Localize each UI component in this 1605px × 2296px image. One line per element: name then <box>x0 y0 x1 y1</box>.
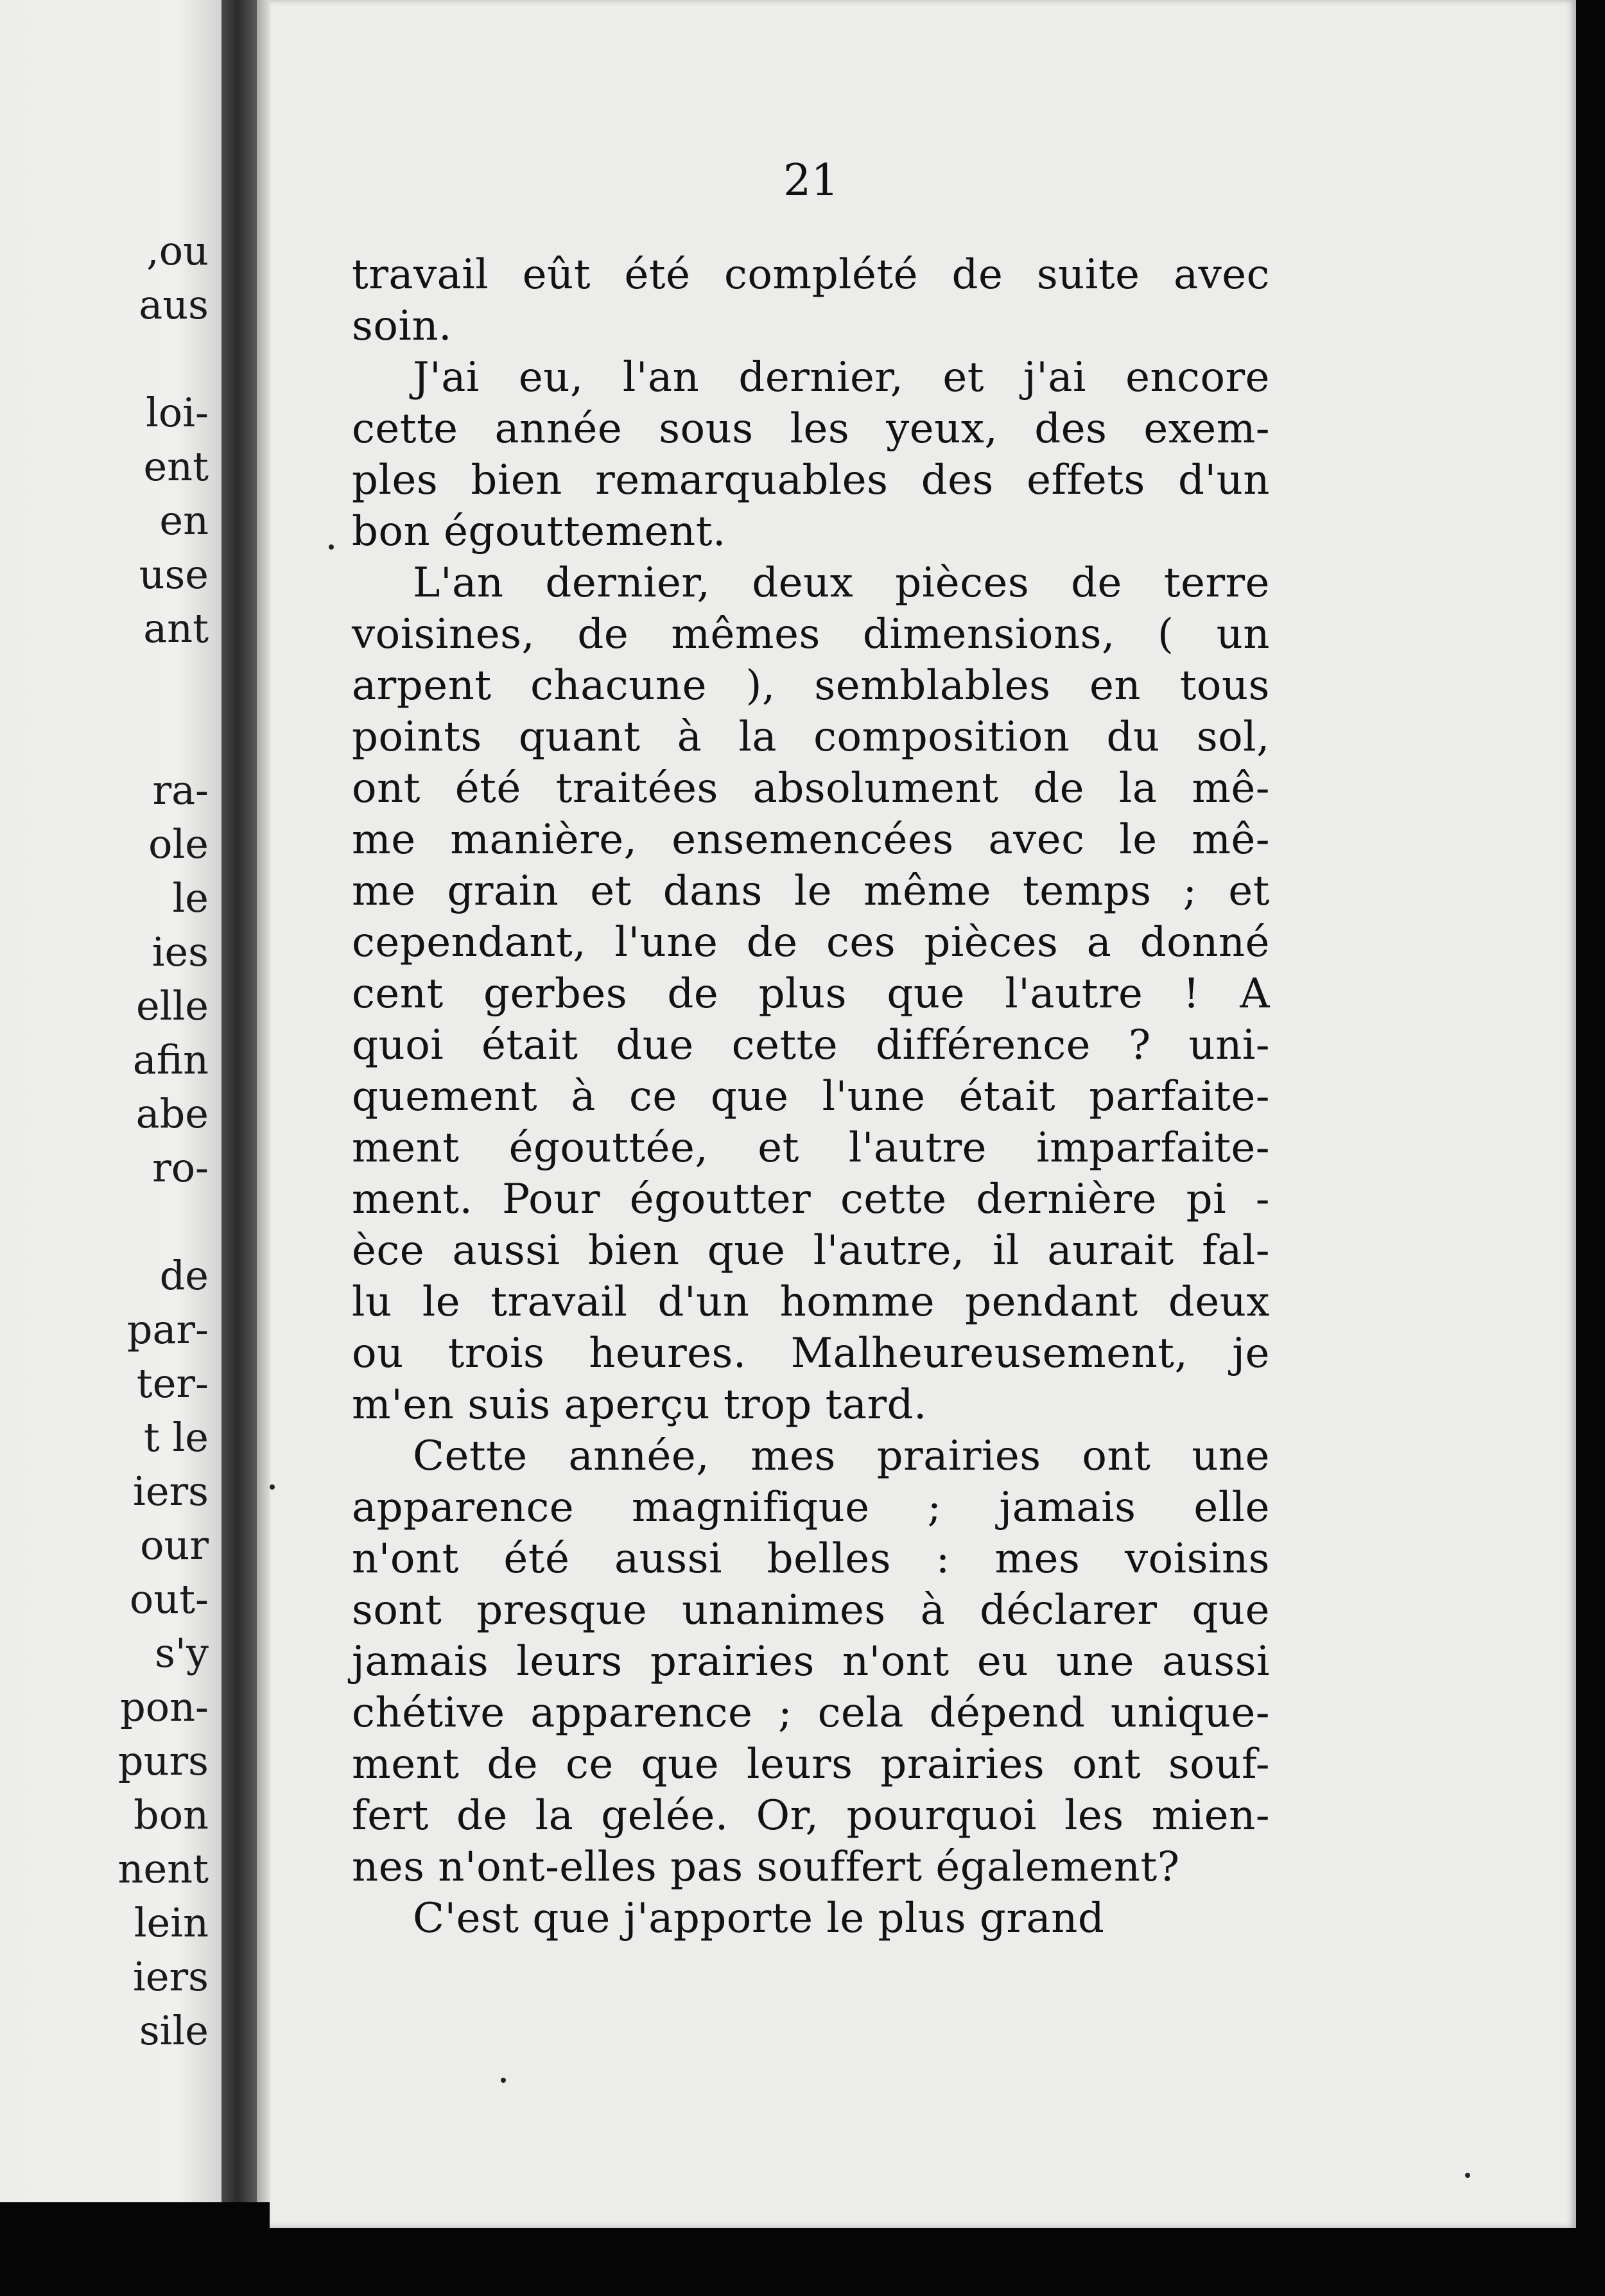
facing-page-line: iers <box>133 1953 209 2000</box>
page-edge <box>257 0 270 2202</box>
facing-page-line: elle <box>135 982 209 1029</box>
facing-page-line: s'y <box>155 1630 209 1676</box>
facing-page-line: en <box>159 497 209 544</box>
facing-page-line: loi- <box>146 389 209 436</box>
facing-page-line: t le <box>143 1414 209 1461</box>
text-line: ont été traitées absolument de la mê- <box>352 765 1270 812</box>
text-line: me manière, ensemencées avec le mê- <box>352 816 1270 864</box>
text-line: apparence magnifique ; jamais elle <box>352 1484 1270 1531</box>
facing-page-line: ent <box>143 443 209 490</box>
facing-page-line: ant <box>143 605 209 652</box>
text-line: travail eût été complété de suite avec <box>352 251 1270 299</box>
text-line: cependant, l'une de ces pièces a donné <box>352 919 1270 966</box>
text-line: chétive apparence ; cela dépend unique- <box>352 1689 1270 1737</box>
text-line: arpent chacune ), semblables en tous <box>352 662 1270 709</box>
text-line: quoi était due cette différence ? uni- <box>352 1022 1270 1069</box>
text-line: ou trois heures. Malheureusement, je <box>352 1330 1270 1377</box>
facing-page-line: bon <box>134 1791 209 1838</box>
text-line: C'est que j'apporte le plus grand <box>413 1895 1105 1942</box>
facing-page-line: ole <box>148 821 209 867</box>
facing-page-line: purs <box>117 1737 209 1784</box>
facing-page-line: ies <box>152 928 209 975</box>
text-line: cette année sous les yeux, des exem- <box>352 405 1270 453</box>
text-line: nes n'ont-elles pas souffert également? <box>352 1843 1180 1891</box>
book-gutter <box>221 0 257 2202</box>
text-line: bon égouttement. <box>352 508 726 555</box>
text-line: cent gerbes de plus que l'autre ! A <box>352 970 1270 1018</box>
text-line: èce aussi bien que l'autre, il aurait fal- <box>352 1227 1270 1274</box>
text-line: ment. Pour égoutter cette dernière pi - <box>352 1176 1270 1223</box>
facing-page-fragment <box>0 0 221 2202</box>
text-line: m'en suis aperçu trop tard. <box>352 1381 927 1429</box>
facing-page-line: abe <box>135 1090 209 1137</box>
facing-page-line: afin <box>132 1036 209 1083</box>
text-line: ples bien remarquables des effets d'un <box>352 457 1270 504</box>
facing-page-line: ter- <box>136 1360 209 1407</box>
page-body <box>352 249 1270 1944</box>
facing-page-line: iers <box>133 1468 209 1515</box>
page-number: 21 <box>783 155 839 206</box>
text-line: fert de la gelée. Or, pourquoi les mien- <box>352 1792 1270 1839</box>
paragraph <box>352 352 1270 557</box>
facing-page-line: ,ou <box>146 227 209 274</box>
facing-page-line: le <box>172 874 209 921</box>
text-line: n'ont été aussi belles : mes voisins <box>352 1535 1270 1583</box>
paragraph <box>352 1431 1270 1893</box>
facing-page-line: ra- <box>152 767 209 813</box>
facing-page-line: ro- <box>152 1144 209 1191</box>
text-line: Cette année, mes prairies ont une <box>413 1432 1270 1480</box>
text-line: quement à ce que l'une était parfaite- <box>352 1073 1270 1120</box>
ink-speck <box>270 1484 275 1490</box>
paragraph <box>352 1893 1270 1944</box>
text-line: jamais leurs prairies n'ont eu une aussi <box>352 1638 1270 1685</box>
text-line: me grain et dans le même temps ; et <box>352 867 1270 915</box>
text-line: voisines, de mêmes dimensions, ( un <box>352 611 1270 658</box>
ink-speck <box>1465 2173 1470 2178</box>
text-line: ment de ce que leurs prairies ont souf- <box>352 1741 1270 1788</box>
text-line: lu le travail d'un homme pendant deux <box>352 1278 1270 1326</box>
ink-speck <box>501 2078 506 2083</box>
text-line: points quant à la composition du sol, <box>352 713 1270 761</box>
text-line: sont presque unanimes à déclarer que <box>352 1587 1270 1634</box>
facing-page-line: aus <box>139 281 209 328</box>
paragraph <box>352 249 1270 352</box>
ink-speck <box>329 544 334 550</box>
facing-page-line: lein <box>134 1899 209 1946</box>
facing-page-line: nent <box>117 1845 209 1892</box>
text-line: soin. <box>352 302 452 350</box>
facing-page-text <box>0 0 221 2202</box>
facing-page-line: sile <box>139 2007 209 2054</box>
text-line: L'an dernier, deux pièces de terre <box>413 559 1270 607</box>
paragraph <box>352 557 1270 1431</box>
facing-page-line: our <box>140 1522 209 1569</box>
facing-page-line: de <box>159 1252 209 1299</box>
text-line: ment égouttée, et l'autre imparfaite- <box>352 1124 1270 1172</box>
facing-page-line: out- <box>129 1576 209 1622</box>
facing-page-line: pon- <box>120 1683 209 1730</box>
text-line: J'ai eu, l'an dernier, et j'ai encore <box>413 354 1270 401</box>
facing-page-line: use <box>139 551 209 598</box>
facing-page-line: par- <box>126 1306 209 1353</box>
